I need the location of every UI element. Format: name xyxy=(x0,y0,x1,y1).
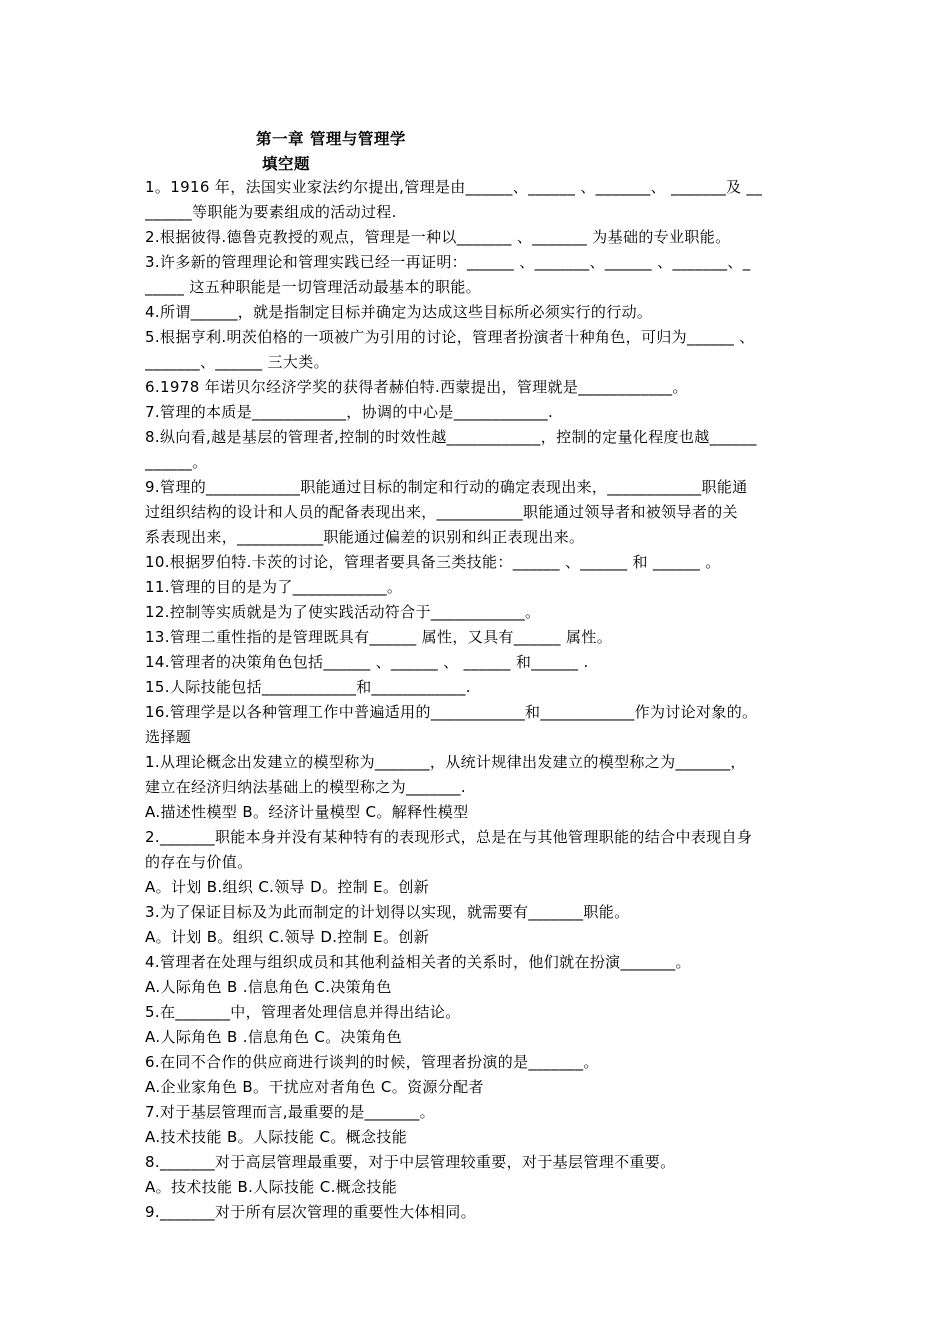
text-line: 5.在_______中，管理者处理信息并得出结论。 xyxy=(145,1003,461,1021)
text-line: A。技术技能 B.人际技能 C.概念技能 xyxy=(145,1178,398,1196)
text-line: 1.从理论概念出发建立的模型称为_______，从统计规律出发建立的模型称之为_______， xyxy=(145,753,746,771)
text-line: 8._______对于高层管理最重要，对于中层管理较重要，对于基层管理不重要。 xyxy=(145,1153,676,1171)
text-line: 15.人际技能包括____________和____________. xyxy=(145,678,471,696)
text-line: 1。1916 年，法国实业家法约尔提出,管理是由______、______ 、_______、 _______及 __ xyxy=(145,178,763,196)
text-line: ______。 xyxy=(145,453,208,471)
text-line: 14.管理者的决策角色包括______ 、______ 、 ______ 和______ . xyxy=(145,653,589,671)
text-line: 9._______对于所有层次管理的重要性大体相同。 xyxy=(145,1203,476,1221)
text-line: 12.控制等实质就是为了使实践活动符合于____________。 xyxy=(145,603,541,621)
text-line: 建立在经济归纳法基础上的模型称之为_______. xyxy=(145,778,467,796)
text-line: 11.管理的目的是为了____________。 xyxy=(145,578,403,596)
text-line: 5.根据亨利.明茨伯格的一项被广为引用的讨论，管理者扮演者十种角色，可归为______ 、 xyxy=(145,328,755,346)
text-line: A。计划 B。组织 C.领导 D.控制 E。创新 xyxy=(145,928,430,946)
text-line: 2.根据彼得.德鲁克教授的观点，管理是一种以_______ 、_______ 为基础的专业职能。 xyxy=(145,228,731,246)
text-line: 的存在与价值。 xyxy=(145,853,253,871)
text-line: 系表现出来，___________职能通过偏差的识别和纠正表现出来。 xyxy=(145,528,585,546)
text-line: 3.为了保证目标及为此而制定的计划得以实现，就需要有_______职能。 xyxy=(145,903,630,921)
text-line: 8.纵向看,越是基层的管理者,控制的时效性越____________，控制的定量化程度也越______ xyxy=(145,428,757,446)
text-line: 7.对于基层管理而言,最重要的是_______。 xyxy=(145,1103,435,1121)
text-line: 2._______职能本身并没有某种特有的表现形式，总是在与其他管理职能的结合中表现自身 xyxy=(145,828,753,846)
document-body xyxy=(145,175,813,1225)
text-line: 6.在同不合作的供应商进行谈判的时候，管理者扮演的是_______。 xyxy=(145,1053,599,1071)
text-line: 7.管理的本质是____________，协调的中心是____________. xyxy=(145,403,554,421)
text-line: 16.管理学是以各种管理工作中普遍适用的____________和____________作为讨论对象的。 xyxy=(145,703,758,721)
section-heading-fill-in: 填空题 xyxy=(262,155,311,173)
text-line: A.人际角色 B .信息角色 C。决策角色 xyxy=(145,1028,402,1046)
text-line: A。计划 B.组织 C.领导 D。控制 E。创新 xyxy=(145,878,430,896)
section-heading-choice: 选择题 xyxy=(145,728,192,746)
text-line: A.人际角色 B .信息角色 C.决策角色 xyxy=(145,978,392,996)
text-line: 4.所谓______，就是指制定目标并确定为达成这些目标所必须实行的行动。 xyxy=(145,303,653,321)
text-line: A.描述性模型 B。经济计量模型 C。解释性模型 xyxy=(145,803,469,821)
text-line: 过组织结构的设计和人员的配备表现出来，___________职能通过领导者和被领导者的关 xyxy=(145,503,738,521)
text-line: _______、______ 三大类。 xyxy=(145,353,329,371)
chapter-title: 第一章 管理与管理学 xyxy=(256,130,406,148)
text-line: A.企业家角色 B。干扰应对者角色 C。资源分配者 xyxy=(145,1078,484,1096)
text-line: 10.根据罗伯特.卡茨的讨论，管理者要具备三类技能：______ 、______ 和 ______ 。 xyxy=(145,553,721,571)
text-line: 4.管理者在处理与组织成员和其他利益相关者的关系时，他们就在扮演_______。 xyxy=(145,953,691,971)
text-line: A.技术技能 B。人际技能 C。概念技能 xyxy=(145,1128,408,1146)
text-line: 3.许多新的管理理论和管理实践已经一再证明：______ 、_______、______ 、_______、_ xyxy=(145,253,751,271)
text-line: 9.管理的____________职能通过目标的制定和行动的确定表现出来，____________职能通 xyxy=(145,478,748,496)
text-line: ______等职能为要素组成的活动过程. xyxy=(145,203,397,221)
text-line: 13.管理二重性指的是管理既具有______ 属性，又具有______ 属性。 xyxy=(145,628,613,646)
text-line: _____ 这五种职能是一切管理活动最基本的职能。 xyxy=(145,278,482,296)
text-line: 6.1978 年诺贝尔经济学奖的获得者赫伯特.西蒙提出，管理就是____________。 xyxy=(145,378,688,396)
